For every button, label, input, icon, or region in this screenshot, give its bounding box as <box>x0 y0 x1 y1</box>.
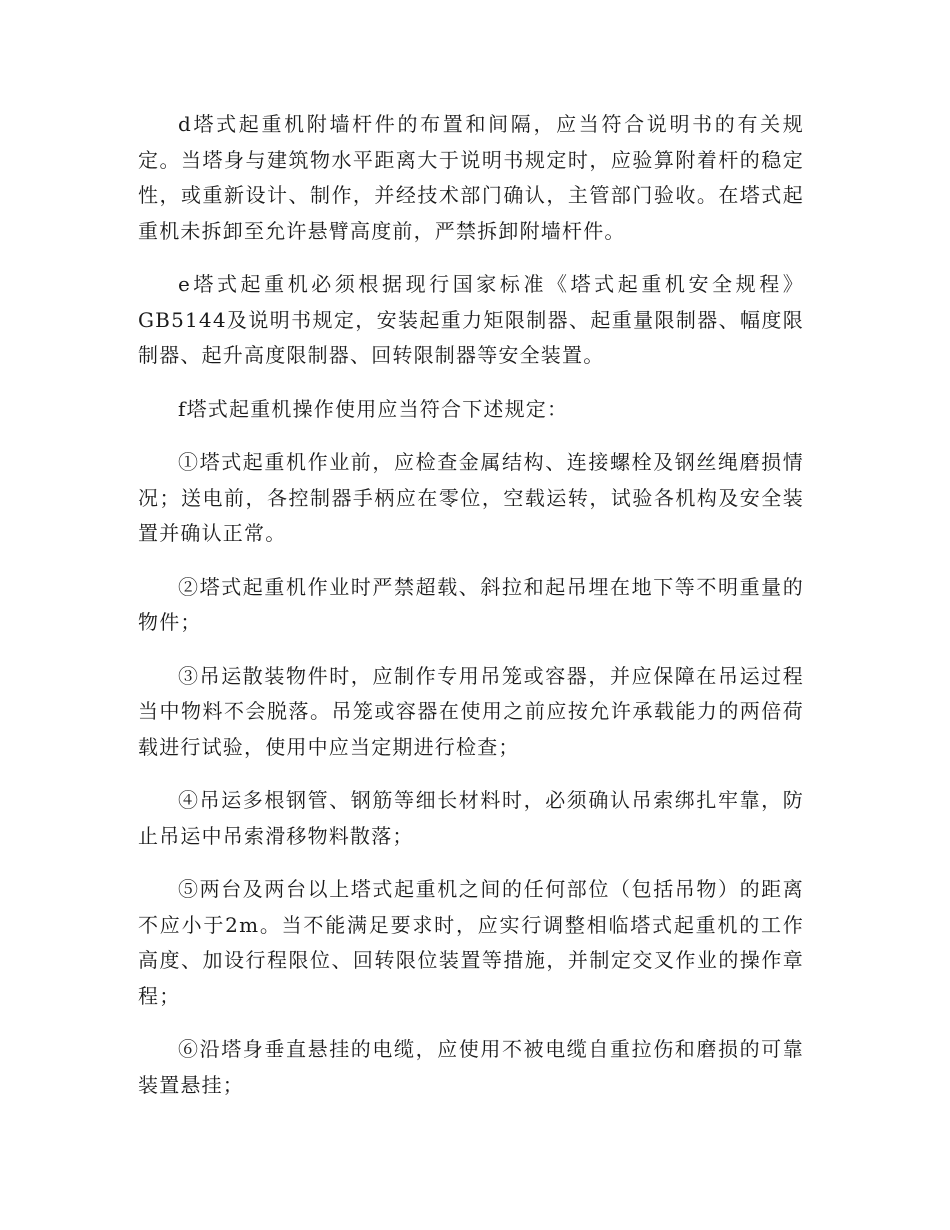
rule-item-6: ⑥沿塔身垂直悬挂的电缆，应使用不被电缆自重拉伤和磨损的可靠装置悬挂； <box>138 1037 804 1097</box>
rule-item-2: ②塔式起重机作业时严禁超载、斜拉和起吊埋在地下等不明重量的物件； <box>138 574 804 634</box>
rule-item-4: ④吊运多根钢管、钢筋等细长材料时，必须确认吊索绑扎牢靠，防止吊运中吊索滑移物料散落； <box>138 788 804 848</box>
rule-item-1: ①塔式起重机作业前，应检查金属结构、连接螺栓及钢丝绳磨损情况；送电前，各控制器手柄应在零位，空载运转，试验各机构及安全装置并确认正常。 <box>138 450 804 545</box>
document-body <box>138 107 804 1121</box>
rule-item-5: ⑤两台及两台以上塔式起重机之间的任何部位（包括吊物）的距离不应小于2m。当不能满足要求时，应实行调整相临塔式起重机的工作高度、加设行程限位、回转限位装置等措施，并制定交叉作业的操作章程； <box>138 877 804 1008</box>
paragraph-f-operation-rules: f塔式起重机操作使用应当符合下述规定： <box>178 396 569 421</box>
paragraph-d-wall-anchor: d塔式起重机附墙杆件的布置和间隔，应当符合说明书的有关规定。当塔身与建筑物水平距离大于说明书规定时，应验算附着杆的稳定性，或重新设计、制作，并经技术部门确认，主管部门验收。在塔式起重机未拆卸至允许悬臂高度前，严禁拆卸附墙杆件。 <box>138 112 804 243</box>
paragraph-e-safety-devices: e塔式起重机必须根据现行国家标准《塔式起重机安全规程》GB5144及说明书规定，安装起重力矩限制器、起重量限制器、幅度限制器、起升高度限制器、回转限制器等安全装置。 <box>138 272 804 367</box>
rule-item-3: ③吊运散装物件时，应制作专用吊笼或容器，并应保障在吊运过程当中物料不会脱落。吊笼或容器在使用之前应按允许承载能力的两倍荷载进行试验，使用中应当定期进行检查； <box>138 663 804 759</box>
